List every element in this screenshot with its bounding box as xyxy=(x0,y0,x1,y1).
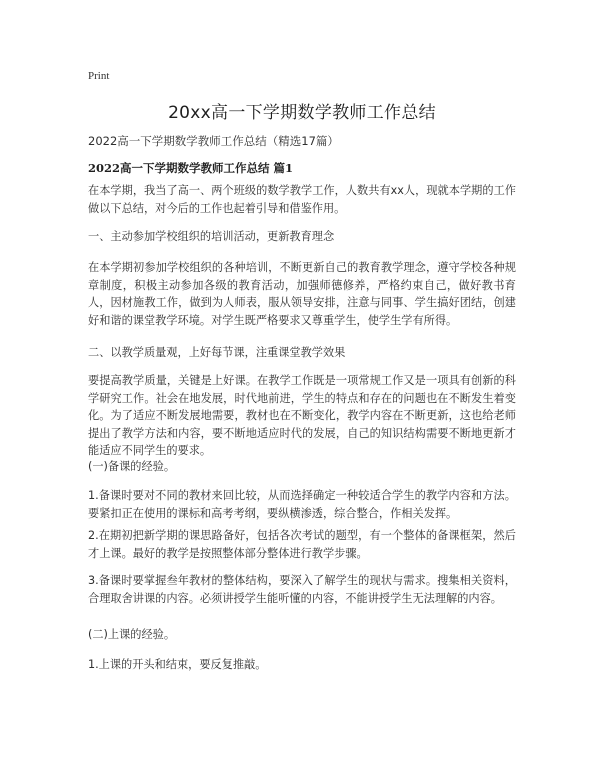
document-title: 20xx高一下学期数学教师工作总结 xyxy=(168,103,436,123)
section-two-paragraph: 要提高教学质量，关键是上好课。在教学工作既是一项常规工作又是一项具有创新的科学研究工作。社会在地发展，时代地前进，学生的特点和存在的问题也在不断发生着变化。为了适应不断发展地需要，教材也在不断变化，教学内容在不断更新，这也给老师提出了教学方法和内容，要不断地适应时代的发展，自己的知识结构需要不断地更新才能适应不同学生的要求。 xyxy=(88,374,516,457)
class-teaching-item-1: 1.上课的开头和结束，要反复推敲。 xyxy=(88,658,267,671)
section-two-heading: 二、以教学质量观，上好每节课，注重课堂教学效果 xyxy=(88,346,346,359)
print-link[interactable]: Print xyxy=(88,70,110,82)
lesson-prep-item-1: 1.备课时要对不同的教材来回比较，从而选择确定一种较适合学生的教学内容和方法。要紧扣正在使用的课标和高考考纲，要纵横渗透，综合整合，作相关发挥。 xyxy=(88,489,516,520)
section-one-paragraph: 在本学期初参加学校组织的各种培训，不断更新自己的教育教学理念，遵守学校各种规章制度，积极主动参加各级的教育活动，加强师德修养，严格约束自己，做好教书育人，因材施教工作，做到为人师表，服从领导安排，注意与同事、学生搞好团结，创建好和谐的课堂教学环境。对学生既严格要求又尊重学生，使学生学有所得。 xyxy=(88,261,516,327)
lesson-prep-heading: (一)备课的经验。 xyxy=(88,460,176,473)
class-teaching-heading: (二)上课的经验。 xyxy=(88,628,176,641)
lesson-prep-item-2: 2.在期初把新学期的课思路备好，包括各次考试的题型，有一个整体的备课框架，然后才上课。最好的教学是按照整体部分整体进行教学步骤。 xyxy=(88,529,516,560)
section-heading: 2022高一下学期数学教师工作总结 篇1 xyxy=(88,161,294,175)
intro-paragraph: 在本学期，我当了高一、两个班级的数学教学工作，人数共有xx人，现就本学期的工作做以下总结，对今后的工作也起着引导和借鉴作用。 xyxy=(88,184,516,215)
section-one-heading: 一、主动参加学校组织的培训活动，更新教育理念 xyxy=(88,230,335,243)
lesson-prep-item-3: 3.备课时要掌握叁年教材的整体结构，要深入了解学生的现状与需求。搜集相关资料，合理取舍讲课的内容。必须讲授学生能听懂的内容，不能讲授学生无法理解的内容。 xyxy=(88,574,516,605)
document-subtitle: 2022高一下学期数学教师工作总结（精选17篇） xyxy=(88,134,339,148)
